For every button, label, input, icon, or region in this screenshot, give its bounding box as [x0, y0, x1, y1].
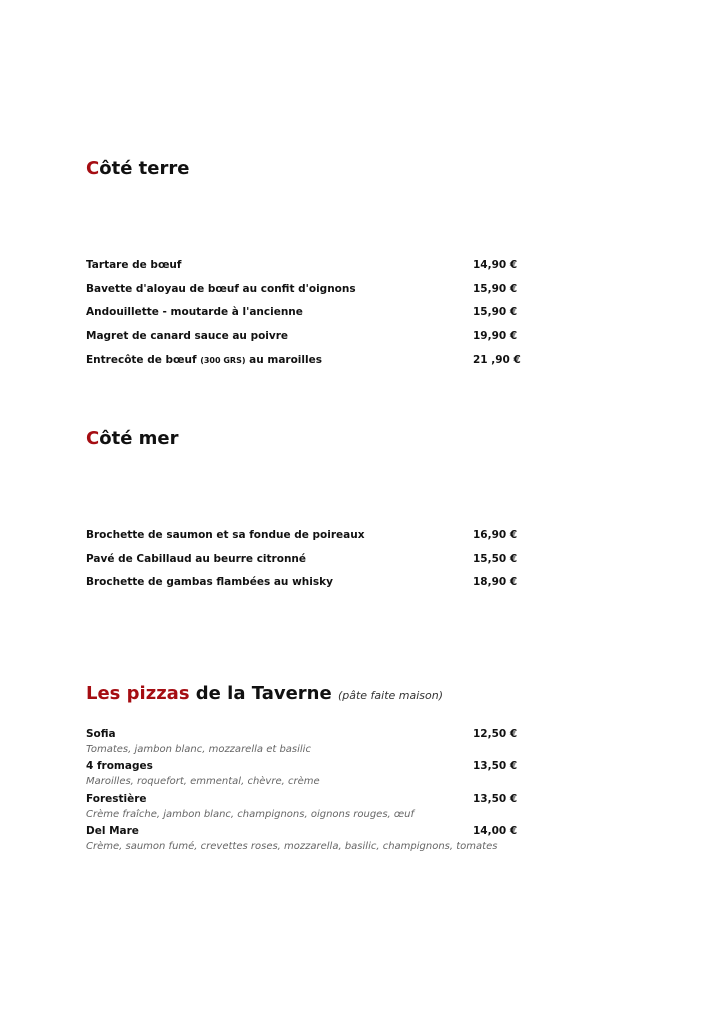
item-price: 19,90 € — [473, 330, 518, 342]
section-title-terre — [86, 158, 189, 179]
item-name: Entrecôte de bœuf — [86, 354, 201, 366]
item-price: 16,90 € — [473, 529, 518, 541]
item-price: 12,50 € — [473, 728, 518, 740]
item-price: 13,50 € — [473, 760, 518, 772]
section-title-mer — [86, 428, 179, 449]
item-name: Del Mare — [86, 825, 139, 837]
item-name: Bavette d'aloyau de bœuf au confit d'oignons — [86, 283, 356, 295]
item-price: 14,00 € — [473, 825, 518, 837]
pizza-item — [86, 728, 526, 740]
menu-item — [86, 354, 526, 366]
menu-item — [86, 259, 526, 271]
item-name: Brochette de saumon et sa fondue de poireaux — [86, 529, 365, 541]
item-name: Brochette de gambas flambées au whisky — [86, 576, 333, 588]
pizza-item — [86, 825, 526, 837]
item-name: Sofia — [86, 728, 116, 740]
menu-item — [86, 576, 526, 588]
item-price: 15,50 € — [473, 553, 518, 565]
menu-item — [86, 330, 526, 342]
item-price: 14,90 € — [473, 259, 518, 271]
item-name-end: au maroilles — [245, 354, 322, 366]
menu-item — [86, 283, 526, 295]
title-rest: ôté terre — [99, 158, 190, 179]
item-price: 15,90 € — [473, 283, 518, 295]
item-price: 13,50 € — [473, 793, 518, 805]
menu-item — [86, 529, 526, 541]
title-initial: C — [86, 158, 100, 179]
item-description: Crème, saumon fumé, crevettes roses, mozzarella, basilic, champignons, tomates — [86, 841, 498, 852]
item-name: Magret de canard sauce au poivre — [86, 330, 289, 342]
item-description: Crème fraîche, jambon blanc, champignons, oignons rouges, œuf — [86, 809, 415, 820]
title-note: (pâte faite maison) — [337, 689, 444, 702]
menu-item — [86, 553, 526, 565]
item-price: 15,90 € — [473, 306, 518, 318]
title-red: Les pizzas — [86, 683, 190, 704]
item-name: Andouillette - moutarde à l'ancienne — [86, 306, 303, 318]
item-name: Tartare de bœuf — [86, 259, 182, 271]
item-weight: (300 GRS) — [200, 356, 246, 365]
item-description: Tomates, jambon blanc, mozzarella et basilic — [86, 744, 311, 755]
item-name: Forestière — [86, 793, 147, 805]
pizza-item — [86, 793, 526, 805]
menu-item — [86, 306, 526, 318]
title-rest: ôté mer — [99, 428, 179, 449]
pizza-item — [86, 760, 526, 772]
section-title-pizzas — [86, 683, 443, 704]
title-initial: C — [86, 428, 100, 449]
item-name: 4 fromages — [86, 760, 153, 772]
item-price: 18,90 € — [473, 576, 518, 588]
item-name: Pavé de Cabillaud au beurre citronné — [86, 553, 307, 565]
item-price: 21 ,90 € — [473, 354, 521, 366]
title-rest: de la Taverne — [189, 683, 338, 704]
item-description: Maroilles, roquefort, emmental, chèvre, crème — [86, 776, 320, 787]
